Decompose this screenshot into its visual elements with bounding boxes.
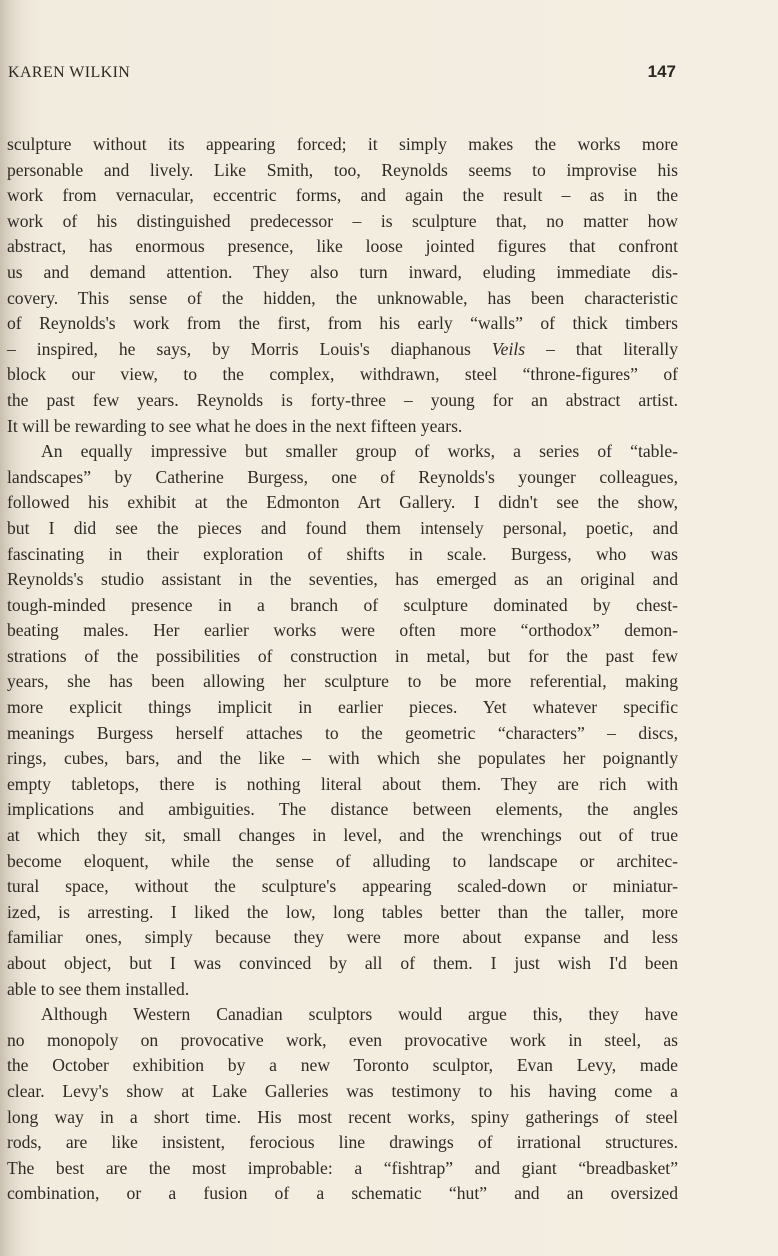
italic-title: Veils xyxy=(491,338,526,359)
running-head-author: KAREN WILKIN xyxy=(8,64,131,81)
text-line: tough-minded presence in a branch of sculpture dominated by chest- xyxy=(7,594,678,615)
running-head xyxy=(8,62,676,86)
text-line: personable and lively. Like Smith, too, Reynolds seems to improvise his xyxy=(7,159,678,180)
text-line: sculpture without its appearing forced; it simply makes the works more xyxy=(7,134,678,154)
text-line: landscapes” by Catherine Burgess, one of Reynolds's younger colleagues, xyxy=(7,466,678,487)
text-line: us and demand attention. They also turn inward, eluding immediate dis- xyxy=(7,261,678,282)
text-line-with-italic-title: – inspired, he says, by Morris Louis's diaphanous Veils – that literally xyxy=(7,338,678,359)
text-line: strations of the possibilities of construction in metal, but for the past few xyxy=(7,645,678,666)
text-line: at which they sit, small changes in level, and the wrenchings out of true xyxy=(7,825,678,846)
text-line: covery. This sense of the hidden, the unknowable, has been characteristic xyxy=(7,287,678,308)
text-line: Reynolds's studio assistant in the seventies, has emerged as an original and xyxy=(7,569,678,590)
text-line: implications and ambiguities. The distance between elements, the angles xyxy=(7,799,678,820)
text-line: block our view, to the complex, withdrawn, steel “throne-figures” of xyxy=(7,364,678,385)
text-line: the past few years. Reynolds is forty-three – young for an abstract artist. xyxy=(7,389,678,410)
text-line: clear. Levy's show at Lake Galleries was testimony to his having come a xyxy=(7,1080,678,1101)
text-line: familiar ones, simply because they were more about expanse and less xyxy=(7,927,678,948)
text-line: abstract, has enormous presence, like loose jointed figures that confront xyxy=(7,236,678,257)
text-line: It will be rewarding to see what he does in the next fifteen years. xyxy=(7,415,463,436)
text-line: empty tabletops, there is nothing literal about them. They are rich with xyxy=(7,773,678,794)
text-line: years, she has been allowing her sculpture to be more referential, making xyxy=(7,671,678,692)
text-line: Although Western Canadian sculptors would argue this, they have xyxy=(41,1004,678,1025)
text-line: become eloquent, while the sense of alluding to landscape or architec- xyxy=(7,850,678,871)
page-number: 147 xyxy=(647,62,676,81)
text-line: the October exhibition by a new Toronto sculptor, Evan Levy, made xyxy=(7,1055,678,1076)
text-line: about object, but I was convinced by all of them. I just wish I'd been xyxy=(7,953,678,973)
text-line: rings, cubes, bars, and the like – with which she populates her poignantly xyxy=(7,748,678,769)
text-line: able to see them installed. xyxy=(7,978,190,999)
text-line: followed his exhibit at the Edmonton Art Gallery. I didn't see the show, xyxy=(7,492,678,513)
text-line: rods, are like insistent, ferocious line drawings of irrational structures. xyxy=(7,1132,678,1153)
body-text xyxy=(0,132,678,1207)
text-line: no monopoly on provocative work, even provocative work in steel, as xyxy=(7,1029,678,1050)
text-line: fascinating in their exploration of shifts in scale. Burgess, who was xyxy=(7,543,678,564)
text-line: work of his distinguished predecessor – is sculpture that, no matter how xyxy=(7,210,678,231)
text-line: tural space, without the sculpture's appearing scaled-down or miniatur- xyxy=(7,876,678,897)
text-line: ized, is arresting. I liked the low, long tables better than the taller, more xyxy=(7,901,678,922)
text-line: An equally impressive but smaller group of works, a series of “table- xyxy=(41,441,678,462)
text-line: The best are the most improbable: a “fishtrap” and giant “breadbasket” xyxy=(7,1157,678,1178)
text-line: combination, or a fusion of a schematic “hut” and an oversized xyxy=(7,1183,678,1204)
text-line: of Reynolds's work from the first, from his early “walls” of thick timbers xyxy=(7,313,678,334)
text-line: long way in a short time. His most recent works, spiny gatherings of steel xyxy=(7,1106,678,1127)
text-line: more explicit things implicit in earlier pieces. Yet whatever specific xyxy=(7,697,678,718)
text-line: meanings Burgess herself attaches to the geometric “characters” – discs, xyxy=(7,722,678,743)
text-line: beating males. Her earlier works were often more “orthodox” demon- xyxy=(7,620,678,641)
text-line: work from vernacular, eccentric forms, and again the result – as in the xyxy=(7,185,678,206)
text-line: but I did see the pieces and found them intensely personal, poetic, and xyxy=(7,517,678,538)
